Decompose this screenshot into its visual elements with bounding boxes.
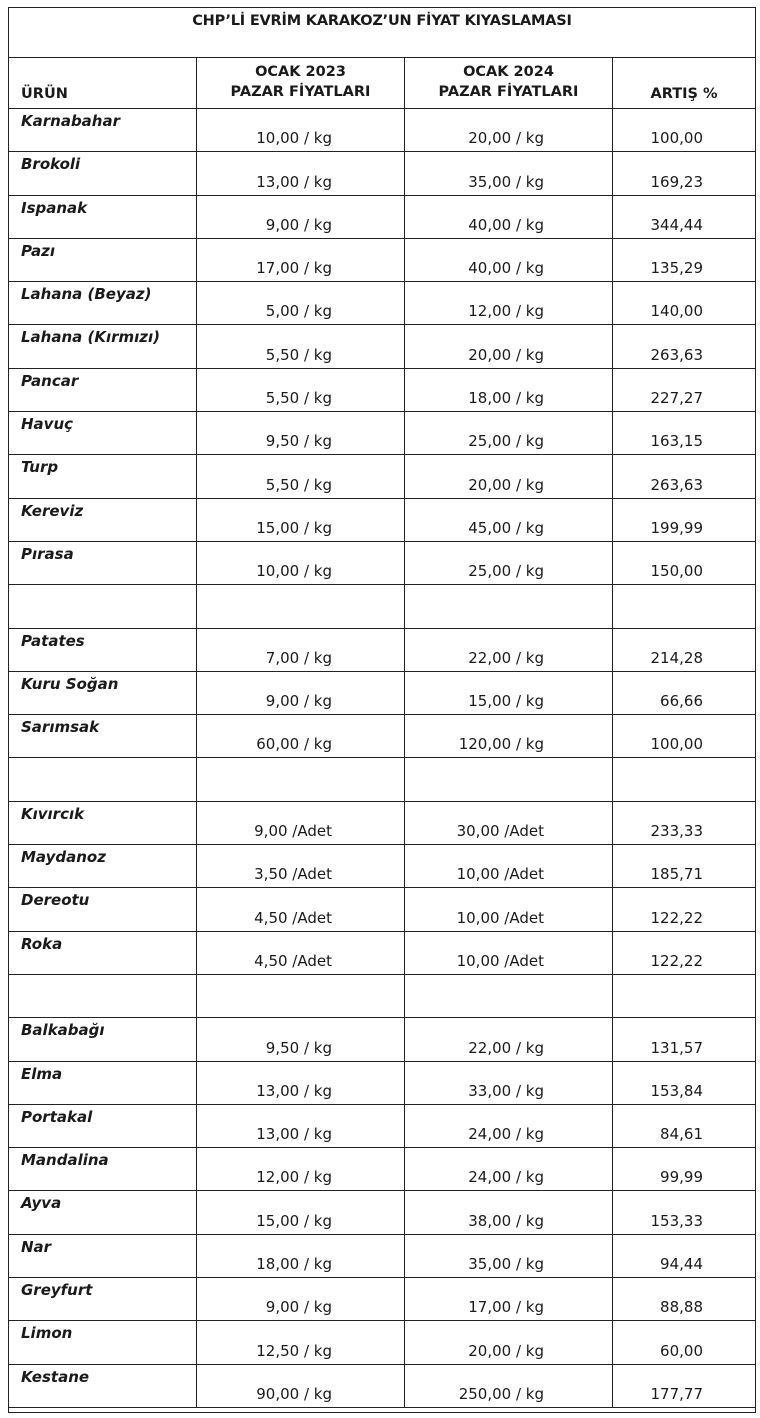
header-jan-2023-line1: OCAK 2023	[255, 64, 346, 80]
price-2024: 120,00 / kg	[458, 735, 544, 754]
table-title: CHP’Lİ EVRİM KARAKOZ’UN FİYAT KIYASLAMASI	[9, 8, 755, 58]
increase-percent-cell	[613, 1191, 755, 1233]
product-name: Lahana (Kırmızı)	[21, 328, 161, 347]
price-2024-cell	[405, 152, 613, 194]
increase-percent-cell	[613, 975, 755, 1017]
price-2023-cell	[197, 845, 405, 887]
table-row	[9, 1105, 755, 1148]
product-name-cell	[9, 152, 197, 194]
product-name: Kuru Soğan	[21, 674, 119, 693]
price-2024-cell	[405, 888, 613, 930]
price-2024: 30,00 /Adet	[456, 822, 544, 841]
product-name: Mandalina	[21, 1151, 109, 1170]
price-2023: 5,50 / kg	[265, 345, 332, 364]
increase-percent-cell	[613, 1018, 755, 1060]
separator-row	[9, 758, 755, 801]
product-name: Brokoli	[21, 155, 81, 174]
product-name-cell	[9, 932, 197, 974]
price-2023: 9,50 / kg	[265, 1038, 332, 1057]
price-2024: 40,00 / kg	[468, 215, 544, 234]
increase-percent-cell	[613, 152, 755, 194]
increase-percent-cell	[613, 1062, 755, 1104]
product-name: Ayva	[21, 1194, 62, 1213]
product-name: Havuç	[21, 415, 74, 434]
increase-percent: 169,23	[650, 172, 703, 191]
price-2023-cell	[197, 239, 405, 281]
product-name: Portakal	[21, 1107, 93, 1126]
price-2024: 20,00 / kg	[468, 475, 544, 494]
header-product: ÜRÜN	[9, 58, 197, 108]
price-2024: 25,00 / kg	[468, 562, 544, 581]
increase-percent-cell	[613, 239, 755, 281]
product-name: Nar	[21, 1237, 52, 1256]
price-2024: 24,00 / kg	[468, 1168, 544, 1187]
price-2023-cell	[197, 1321, 405, 1363]
price-2023: 9,00 / kg	[265, 215, 332, 234]
product-name: Limon	[21, 1324, 73, 1343]
price-2023-cell	[197, 1365, 405, 1407]
table-row	[9, 1235, 755, 1278]
product-name: Lahana (Beyaz)	[21, 285, 152, 304]
increase-percent: 88,88	[660, 1298, 703, 1317]
increase-percent-cell	[613, 196, 755, 238]
table-row	[9, 1018, 755, 1061]
price-2023-cell	[197, 1191, 405, 1233]
increase-percent: 131,57	[650, 1038, 703, 1057]
price-2024-cell	[405, 1365, 613, 1407]
price-2024-cell	[405, 369, 613, 411]
increase-percent: 66,66	[660, 692, 703, 711]
price-2023: 5,50 / kg	[265, 389, 332, 408]
price-2024: 20,00 / kg	[468, 345, 544, 364]
product-name-cell	[9, 369, 197, 411]
table-row	[9, 845, 755, 888]
price-2024-cell	[405, 932, 613, 974]
price-2023-cell	[197, 888, 405, 930]
increase-percent: 153,84	[650, 1081, 703, 1100]
price-2023: 60,00 / kg	[256, 735, 332, 754]
increase-percent-cell	[613, 629, 755, 671]
product-name-cell	[9, 672, 197, 714]
table-row	[9, 325, 755, 368]
product-name-cell	[9, 109, 197, 151]
price-2023-cell	[197, 802, 405, 844]
price-2024: 20,00 / kg	[468, 129, 544, 148]
price-2023-cell	[197, 412, 405, 454]
price-2023: 5,00 / kg	[265, 302, 332, 321]
product-name-cell	[9, 715, 197, 757]
product-name: Pırasa	[21, 544, 74, 563]
price-2023: 18,00 / kg	[256, 1255, 332, 1274]
increase-percent: 94,44	[660, 1255, 703, 1274]
increase-percent-cell	[613, 932, 755, 974]
price-2024-cell	[405, 542, 613, 584]
price-2024: 40,00 / kg	[468, 259, 544, 278]
table-row	[9, 109, 755, 152]
table-row	[9, 455, 755, 498]
increase-percent: 344,44	[650, 215, 703, 234]
price-2023: 3,50 /Adet	[254, 865, 332, 884]
price-2023-cell	[197, 975, 405, 1017]
price-2024-cell	[405, 629, 613, 671]
price-2023: 4,50 /Adet	[254, 951, 332, 970]
price-2023: 9,00 / kg	[265, 692, 332, 711]
price-2024: 15,00 / kg	[468, 692, 544, 711]
increase-percent: 122,22	[650, 908, 703, 927]
table-grid	[9, 58, 755, 1408]
price-2023: 10,00 / kg	[256, 562, 332, 581]
increase-percent: 214,28	[650, 648, 703, 667]
price-2023: 7,00 / kg	[265, 648, 332, 667]
table-row	[9, 1321, 755, 1364]
increase-percent: 100,00	[650, 735, 703, 754]
product-name: Roka	[21, 934, 63, 953]
product-name-cell	[9, 1235, 197, 1277]
increase-percent-cell	[613, 542, 755, 584]
price-2024: 35,00 / kg	[468, 1255, 544, 1274]
price-2024-cell	[405, 975, 613, 1017]
price-2024-cell	[405, 196, 613, 238]
product-name: Dereotu	[21, 891, 90, 910]
price-2023-cell	[197, 758, 405, 800]
price-2023-cell	[197, 932, 405, 974]
price-2023: 12,50 / kg	[256, 1341, 332, 1360]
price-2024: 20,00 / kg	[468, 1341, 544, 1360]
price-2024-cell	[405, 1148, 613, 1190]
price-2024-cell	[405, 758, 613, 800]
price-2024-cell	[405, 715, 613, 757]
increase-percent: 153,33	[650, 1211, 703, 1230]
price-2024-cell	[405, 325, 613, 367]
price-2023-cell	[197, 1235, 405, 1277]
table-row	[9, 629, 755, 672]
price-2024: 10,00 /Adet	[456, 865, 544, 884]
increase-percent: 163,15	[650, 432, 703, 451]
increase-percent-cell	[613, 1148, 755, 1190]
price-2023-cell	[197, 196, 405, 238]
product-name-cell	[9, 975, 197, 1017]
product-name-cell	[9, 542, 197, 584]
increase-percent: 185,71	[650, 865, 703, 884]
increase-percent-cell	[613, 715, 755, 757]
price-2024: 33,00 / kg	[468, 1081, 544, 1100]
price-2024-cell	[405, 499, 613, 541]
increase-percent-cell	[613, 369, 755, 411]
product-name-cell	[9, 758, 197, 800]
table-row	[9, 932, 755, 975]
price-2023-cell	[197, 585, 405, 627]
product-name: Maydanoz	[21, 848, 106, 867]
increase-percent: 150,00	[650, 562, 703, 581]
header-jan-2024	[405, 58, 613, 108]
table-row	[9, 239, 755, 282]
increase-percent: 140,00	[650, 302, 703, 321]
increase-percent-cell	[613, 499, 755, 541]
increase-percent: 227,27	[650, 389, 703, 408]
product-name-cell	[9, 1365, 197, 1407]
price-2024: 10,00 /Adet	[456, 951, 544, 970]
table-row	[9, 369, 755, 412]
product-name: Ispanak	[21, 198, 88, 217]
separator-row	[9, 585, 755, 628]
price-2024-cell	[405, 1191, 613, 1233]
price-2023-cell	[197, 629, 405, 671]
product-name-cell	[9, 1278, 197, 1320]
table-row	[9, 1062, 755, 1105]
header-jan-2024-line2: PAZAR FİYATLARI	[438, 84, 579, 100]
price-2023-cell	[197, 715, 405, 757]
product-name: Greyfurt	[21, 1281, 93, 1300]
product-name-cell	[9, 325, 197, 367]
price-2024-cell	[405, 412, 613, 454]
price-2023: 15,00 / kg	[256, 1211, 332, 1230]
price-2023: 12,00 / kg	[256, 1168, 332, 1187]
price-2023: 13,00 / kg	[256, 1081, 332, 1100]
price-2023: 90,00 / kg	[256, 1384, 332, 1403]
table-row	[9, 196, 755, 239]
increase-percent: 99,99	[660, 1168, 703, 1187]
price-2024-cell	[405, 1278, 613, 1320]
price-2023-cell	[197, 455, 405, 497]
price-2023-cell	[197, 325, 405, 367]
price-2023: 13,00 / kg	[256, 1125, 332, 1144]
product-name: Kıvırcık	[21, 804, 85, 823]
product-name: Karnabahar	[21, 112, 121, 130]
product-name-cell	[9, 1062, 197, 1104]
price-2023: 9,00 /Adet	[254, 822, 332, 841]
product-name-cell	[9, 196, 197, 238]
price-2024: 12,00 / kg	[468, 302, 544, 321]
price-2023-cell	[197, 369, 405, 411]
product-name-cell	[9, 585, 197, 627]
price-2024-cell	[405, 1235, 613, 1277]
product-name-cell	[9, 629, 197, 671]
product-name: Kereviz	[21, 501, 84, 520]
increase-percent-cell	[613, 802, 755, 844]
table-row	[9, 672, 755, 715]
header-jan-2024-line1: OCAK 2024	[463, 64, 554, 80]
product-name-cell	[9, 802, 197, 844]
price-2023-cell	[197, 1062, 405, 1104]
price-2023: 9,00 / kg	[265, 1298, 332, 1317]
price-2024: 250,00 / kg	[458, 1384, 544, 1403]
product-name-cell	[9, 888, 197, 930]
price-2023-cell	[197, 672, 405, 714]
product-name-cell	[9, 1018, 197, 1060]
price-2023: 15,00 / kg	[256, 518, 332, 537]
price-2024: 45,00 / kg	[468, 518, 544, 537]
price-2024-cell	[405, 802, 613, 844]
price-2023: 10,00 / kg	[256, 129, 332, 148]
table-row	[9, 542, 755, 585]
increase-percent-cell	[613, 109, 755, 151]
increase-percent-cell	[613, 672, 755, 714]
product-name: Turp	[21, 458, 59, 477]
increase-percent: 60,00	[660, 1341, 703, 1360]
price-2024: 17,00 / kg	[468, 1298, 544, 1317]
product-name-cell	[9, 1191, 197, 1233]
table-row	[9, 282, 755, 325]
price-2023: 13,00 / kg	[256, 172, 332, 191]
product-name: Kestane	[21, 1367, 90, 1386]
price-2024-cell	[405, 1105, 613, 1147]
product-name-cell	[9, 239, 197, 281]
increase-percent: 177,77	[650, 1384, 703, 1403]
price-2024-cell	[405, 585, 613, 627]
product-name-cell	[9, 845, 197, 887]
price-2023: 4,50 /Adet	[254, 908, 332, 927]
product-name: Balkabağı	[21, 1021, 105, 1040]
product-name-cell	[9, 455, 197, 497]
header-jan-2023	[197, 58, 405, 108]
price-2024-cell	[405, 672, 613, 714]
price-2023-cell	[197, 1148, 405, 1190]
price-2023-cell	[197, 542, 405, 584]
price-2023-cell	[197, 109, 405, 151]
price-2024-cell	[405, 1018, 613, 1060]
increase-percent-cell	[613, 1321, 755, 1363]
price-comparison-table	[8, 7, 756, 1413]
header-jan-2023-line2: PAZAR FİYATLARI	[230, 84, 371, 100]
price-2024-cell	[405, 455, 613, 497]
increase-percent-cell	[613, 845, 755, 887]
price-2024-cell	[405, 1062, 613, 1104]
product-name: Pazı	[21, 241, 56, 260]
table-row	[9, 1148, 755, 1191]
price-2024-cell	[405, 239, 613, 281]
price-2024: 10,00 /Adet	[456, 908, 544, 927]
product-name-cell	[9, 1105, 197, 1147]
header-increase: ARTIŞ %	[650, 86, 718, 102]
product-name-cell	[9, 412, 197, 454]
price-2023: 17,00 / kg	[256, 259, 332, 278]
price-2023: 5,50 / kg	[265, 475, 332, 494]
table-row	[9, 412, 755, 455]
price-2024-cell	[405, 109, 613, 151]
increase-percent: 122,22	[650, 951, 703, 970]
separator-row	[9, 975, 755, 1018]
product-name-cell	[9, 499, 197, 541]
increase-percent-cell	[613, 1105, 755, 1147]
price-2024: 24,00 / kg	[468, 1125, 544, 1144]
price-2023-cell	[197, 1278, 405, 1320]
product-name-cell	[9, 1148, 197, 1190]
price-2024: 35,00 / kg	[468, 172, 544, 191]
price-2023: 9,50 / kg	[265, 432, 332, 451]
product-name-cell	[9, 1321, 197, 1363]
price-2023-cell	[197, 1105, 405, 1147]
increase-percent: 135,29	[650, 259, 703, 278]
increase-percent-cell	[613, 758, 755, 800]
price-2024: 22,00 / kg	[468, 648, 544, 667]
table-row	[9, 1278, 755, 1321]
increase-percent-cell	[613, 888, 755, 930]
increase-percent-cell	[613, 585, 755, 627]
price-2023-cell	[197, 152, 405, 194]
price-2024: 25,00 / kg	[468, 432, 544, 451]
increase-percent-cell	[613, 1278, 755, 1320]
increase-percent-cell	[613, 282, 755, 324]
price-2023-cell	[197, 499, 405, 541]
increase-percent: 100,00	[650, 129, 703, 148]
increase-percent: 199,99	[650, 518, 703, 537]
price-2023-cell	[197, 1018, 405, 1060]
price-2023-cell	[197, 282, 405, 324]
increase-percent: 233,33	[650, 822, 703, 841]
increase-percent-cell	[613, 412, 755, 454]
increase-percent: 84,61	[660, 1125, 703, 1144]
increase-percent-cell	[613, 455, 755, 497]
price-2024-cell	[405, 1321, 613, 1363]
price-2024-cell	[405, 282, 613, 324]
price-2024-cell	[405, 845, 613, 887]
price-2024: 18,00 / kg	[468, 389, 544, 408]
increase-percent-cell	[613, 1235, 755, 1277]
table-row	[9, 499, 755, 542]
table-row	[9, 152, 755, 195]
product-name-cell	[9, 282, 197, 324]
increase-percent: 263,63	[650, 475, 703, 494]
price-2024: 22,00 / kg	[468, 1038, 544, 1057]
increase-percent-cell	[613, 1365, 755, 1407]
product-name: Pancar	[21, 371, 79, 390]
table-row	[9, 715, 755, 758]
product-name: Patates	[21, 631, 85, 650]
header-row	[9, 58, 755, 109]
increase-percent: 263,63	[650, 345, 703, 364]
price-2024: 38,00 / kg	[468, 1211, 544, 1230]
table-row	[9, 802, 755, 845]
product-name: Sarımsak	[21, 718, 100, 737]
product-name: Elma	[21, 1064, 63, 1083]
increase-percent-cell	[613, 325, 755, 367]
table-row	[9, 1191, 755, 1234]
table-row	[9, 888, 755, 931]
table-row	[9, 1365, 755, 1408]
